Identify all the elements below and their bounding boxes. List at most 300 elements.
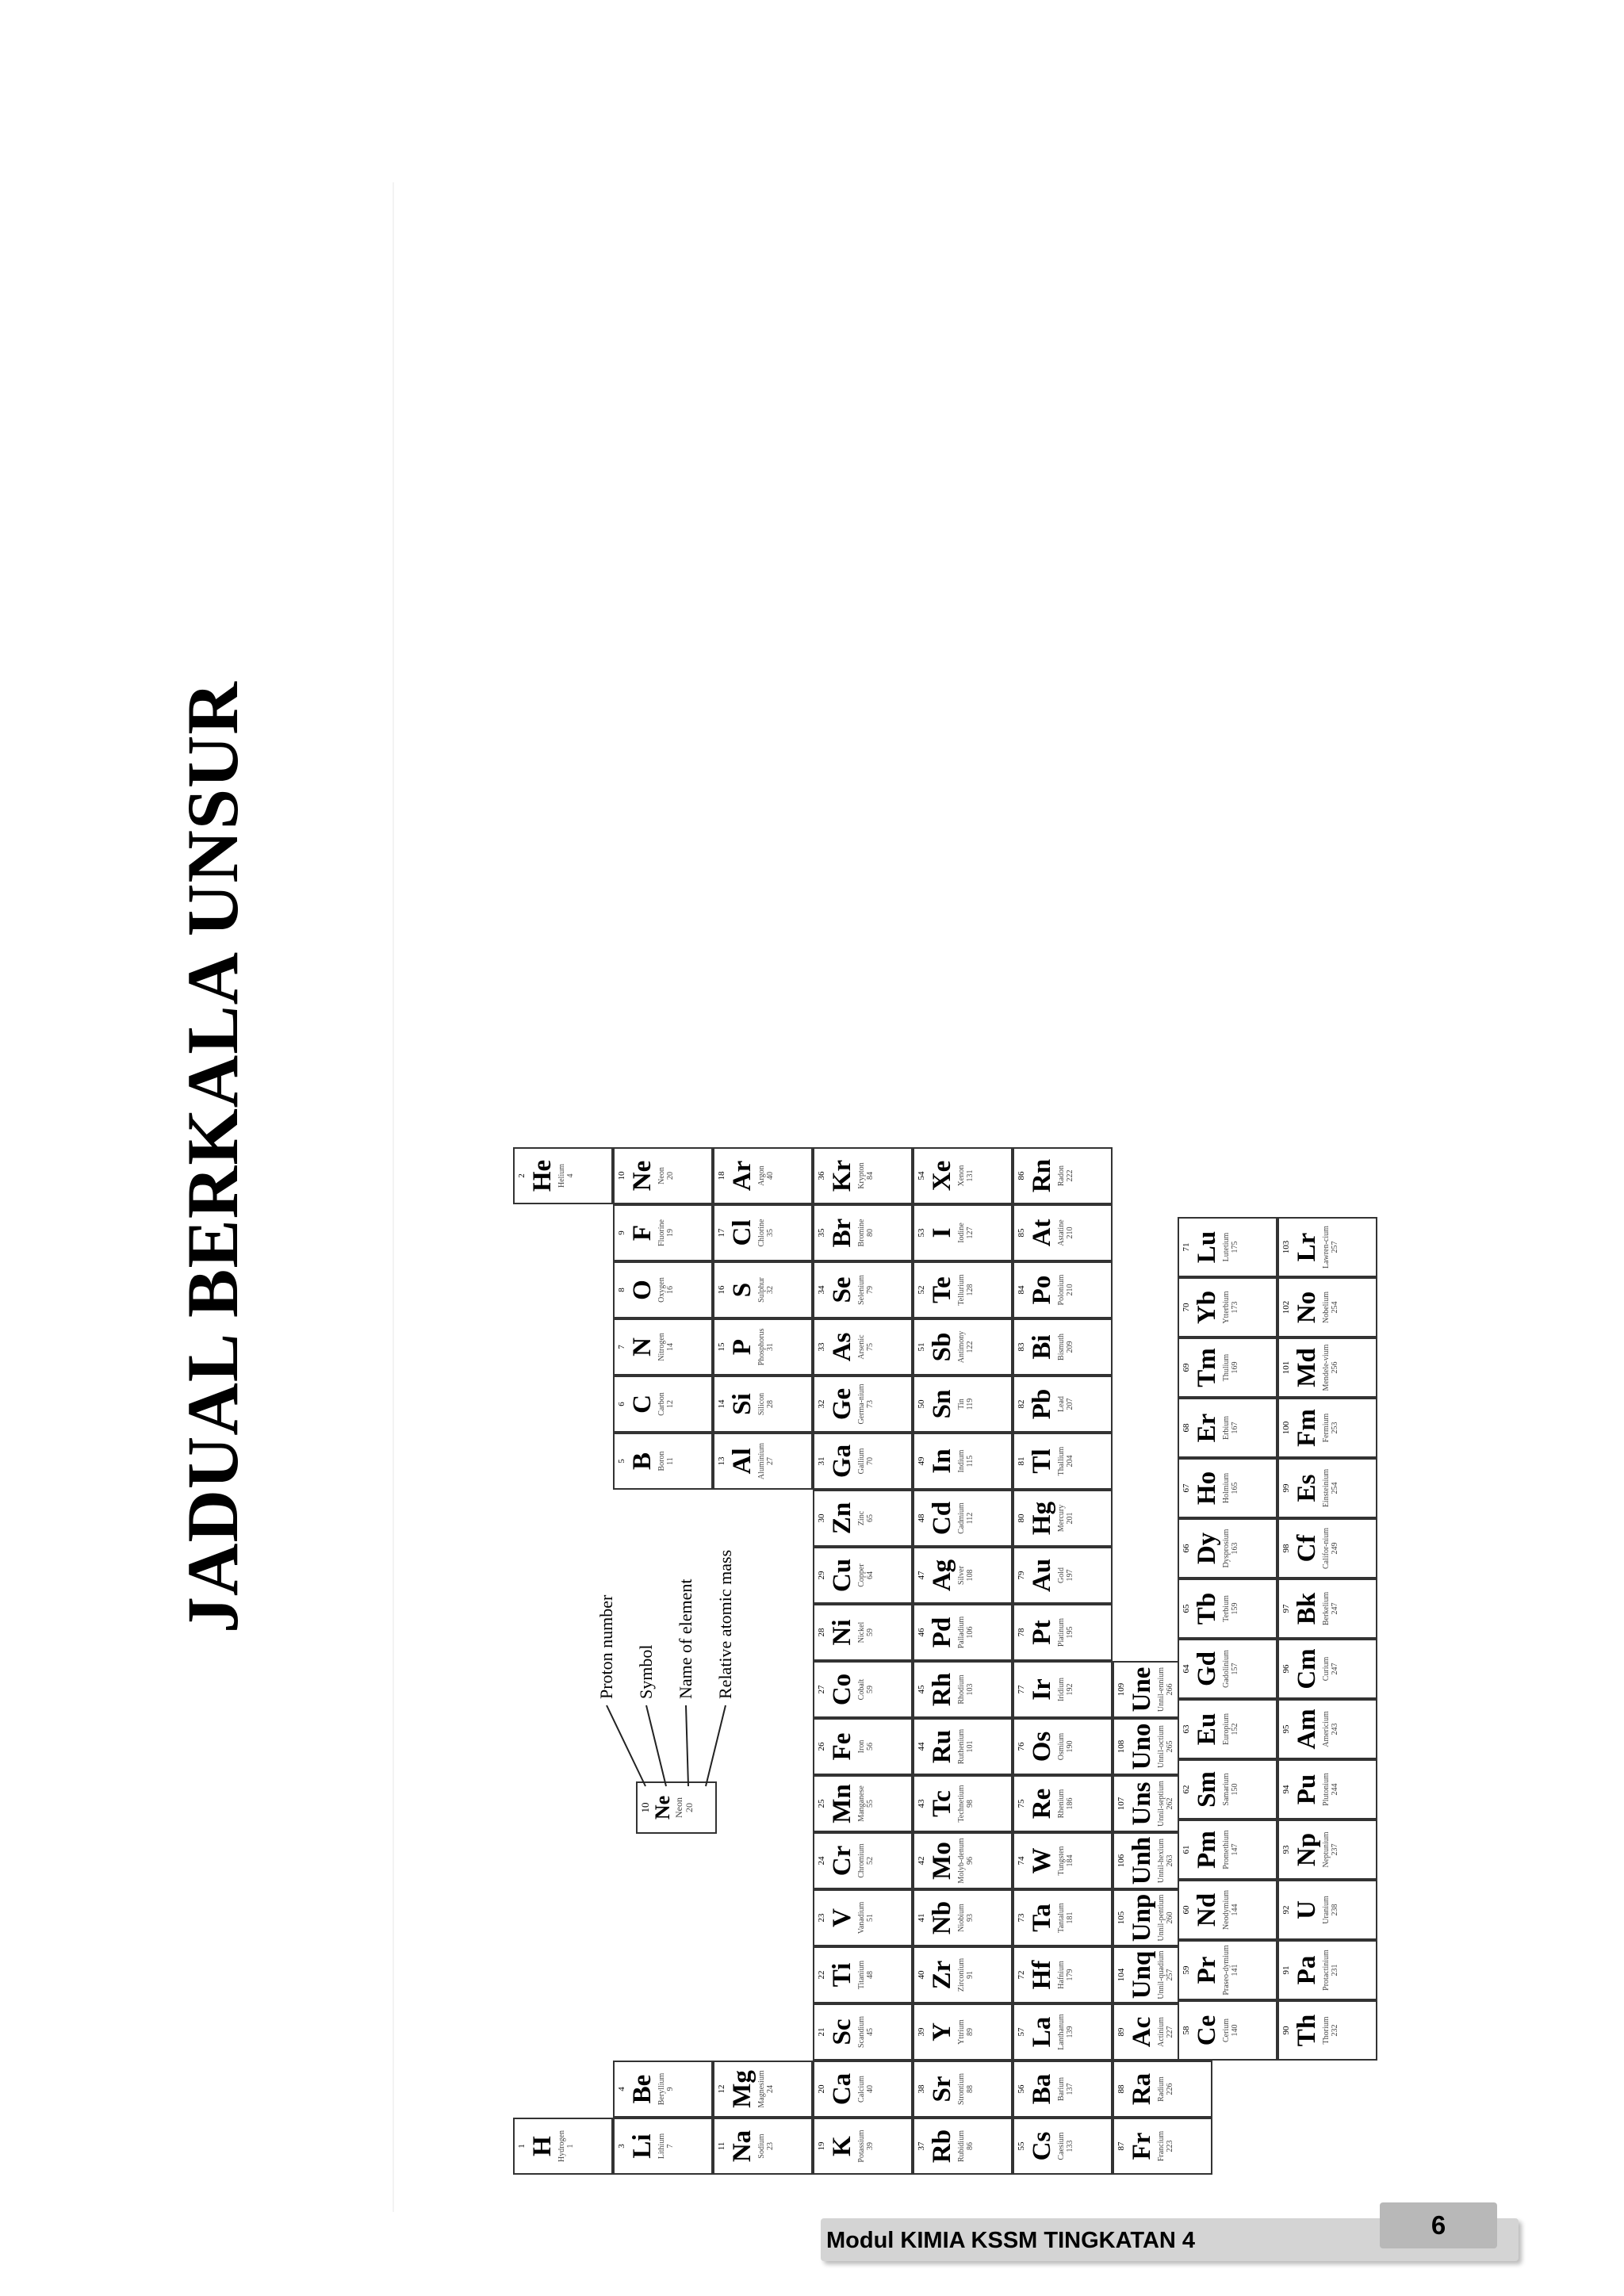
relative-atomic-mass: 103 [966,1683,975,1696]
proton-number: 106 [1116,1854,1126,1868]
proton-number: 15 [717,1342,726,1352]
relative-atomic-mass: 1 [566,2144,575,2149]
relative-atomic-mass: 56 [866,1743,875,1751]
proton-number: 16 [717,1285,726,1295]
symbol: Np [1293,1832,1321,1867]
relative-atomic-mass: 209 [1066,1341,1074,1353]
proton-number: 32 [817,1399,826,1409]
element-name: Cobalt [857,1678,866,1701]
proton-number: 68 [1182,1423,1191,1433]
element-name: Neodymium [1222,1890,1231,1930]
proton-number: 103 [1281,1240,1291,1254]
key-pointer-line [686,1705,688,1786]
relative-atomic-mass: 222 [1066,1169,1074,1182]
symbol: Fe [828,1732,856,1761]
proton-number: 54 [917,1171,926,1181]
proton-number: 25 [817,1799,826,1808]
relative-atomic-mass: 40 [866,2085,875,2093]
symbol: Zr [928,1960,956,1990]
symbol: Pm [1193,1831,1221,1869]
symbol: Re [1028,1788,1056,1820]
element-name: Lutetium [1222,1232,1231,1262]
proton-number: 99 [1281,1483,1291,1493]
symbol: Fr [1128,2132,1156,2160]
proton-number: 55 [1017,2141,1026,2151]
symbol: B [628,1452,657,1471]
relative-atomic-mass: 227 [1166,2026,1174,2038]
symbol: At [1028,1219,1056,1247]
element-name: Rhodium [957,1674,966,1705]
proton-number: 37 [917,2141,926,2151]
relative-atomic-mass: 169 [1231,1361,1239,1374]
element-name: Sulphur [757,1277,766,1303]
proton-number: 29 [817,1571,826,1580]
element-name: Germa-nium [857,1383,866,1425]
proton-number: 10 [617,1171,626,1181]
relative-atomic-mass: 48 [866,1971,875,1979]
relative-atomic-mass: 184 [1066,1854,1074,1867]
relative-atomic-mass: 79 [866,1286,875,1294]
element-name: Einsteinium [1322,1468,1331,1508]
symbol: Unq [1128,1950,1156,1999]
proton-number: 89 [1116,2027,1126,2037]
symbol: Sn [928,1389,956,1419]
element-name: Protactinium [1322,1950,1331,1991]
key-pointer-lines [513,1049,1390,2175]
element-name: Plutonium [1322,1773,1331,1806]
proton-number: 50 [917,1399,926,1409]
relative-atomic-mass: 237 [1331,1843,1339,1856]
symbol: Ne [628,1160,657,1192]
symbol: Bk [1293,1592,1321,1625]
relative-atomic-mass: 139 [1066,2026,1074,2038]
relative-atomic-mass: 179 [1066,1969,1074,1981]
relative-atomic-mass: 257 [1331,1241,1339,1253]
proton-number: 42 [917,1856,926,1866]
proton-number: 100 [1281,1421,1291,1435]
relative-atomic-mass: 101 [966,1740,975,1753]
relative-atomic-mass: 128 [966,1284,975,1296]
proton-number: 57 [1017,2027,1026,2037]
proton-number: 9 [617,1230,626,1235]
symbol: S [728,1282,756,1298]
symbol: U [1293,1900,1321,1919]
symbol: Uns [1128,1781,1156,1826]
relative-atomic-mass: 73 [866,1400,875,1408]
proton-number: 67 [1182,1483,1191,1493]
relative-atomic-mass: 192 [1066,1683,1074,1696]
element-name: Polonium [1057,1274,1066,1306]
relative-atomic-mass: 204 [1066,1455,1074,1468]
proton-number: 108 [1116,1739,1126,1754]
symbol: Te [928,1276,956,1303]
symbol: Ra [1128,2072,1156,2106]
relative-atomic-mass: 175 [1231,1241,1239,1253]
proton-number: 105 [1116,1911,1126,1925]
element-name: Silicon [757,1392,766,1416]
symbol: Cd [928,1501,956,1536]
relative-atomic-mass: 147 [1231,1843,1239,1856]
proton-number: 44 [917,1742,926,1751]
element-name: Terbium [1222,1595,1231,1622]
proton-number: 87 [1116,2141,1126,2151]
element-name: Lanthanum [1057,2014,1066,2050]
element-name: Thallium [1057,1446,1066,1476]
element-name: Indium [957,1449,966,1473]
proton-number: 102 [1281,1300,1291,1314]
relative-atomic-mass: 9 [666,2087,675,2091]
footer-module-title: Modul KIMIA KSSM TINGKATAN 4 [826,2228,1196,2253]
relative-atomic-mass: 223 [1166,2140,1174,2152]
symbol: As [828,1332,856,1362]
symbol: O [628,1280,657,1300]
proton-number: 47 [917,1571,926,1580]
proton-number: 22 [817,1970,826,1980]
proton-number: 8 [617,1288,626,1292]
element-name: Silver [957,1566,966,1585]
proton-number: 26 [817,1742,826,1751]
page-edge-shade [393,182,394,2212]
proton-number: 2 [517,1173,527,1178]
symbol: Ta [1028,1904,1056,1932]
relative-atomic-mass: 115 [966,1455,975,1468]
element-name: Helium [557,1164,566,1188]
proton-number: 30 [817,1513,826,1523]
element-name: Sodium [757,2133,766,2159]
element-name: Unnil-ennium [1157,1667,1166,1712]
relative-atomic-mass: 89 [966,2028,975,2036]
symbol: Fm [1293,1409,1321,1447]
element-name: Manganese [857,1785,866,1822]
element-name: Erbium [1222,1416,1231,1440]
relative-atomic-mass: 197 [1066,1569,1074,1582]
element-name: Nobelium [1322,1292,1331,1323]
symbol: Ge [828,1387,856,1421]
symbol: Dy [1193,1532,1221,1565]
relative-atomic-mass: 163 [1231,1542,1239,1555]
proton-number: 49 [917,1456,926,1466]
element-name: Dysprosium [1222,1529,1231,1568]
proton-number: 27 [817,1685,826,1694]
element-name: Mendele-vium [1322,1344,1331,1391]
symbol: Na [728,2130,756,2163]
proton-number: 17 [717,1228,726,1238]
symbol: Pd [928,1617,956,1648]
proton-number: 74 [1017,1856,1026,1866]
symbol: Es [1293,1474,1321,1502]
symbol: Cr [828,1845,856,1877]
element-name: Astatine [1057,1219,1066,1246]
element-name: Neptunium [1322,1831,1331,1868]
proton-number: 13 [717,1456,726,1466]
relative-atomic-mass: 195 [1066,1626,1074,1639]
proton-number: 11 [717,2141,726,2151]
element-name: Praseo-dymium [1222,1945,1231,1996]
element-name: Cerium [1222,2019,1231,2042]
proton-number: 90 [1281,2026,1291,2035]
proton-number: 75 [1017,1799,1026,1808]
proton-number: 91 [1281,1965,1291,1975]
symbol: Rn [1028,1158,1056,1193]
element-name: Unnil-septium [1157,1781,1166,1827]
symbol: Ni [828,1619,856,1646]
symbol: Se [828,1276,856,1303]
relative-atomic-mass: 75 [866,1343,875,1351]
relative-atomic-mass: 256 [1331,1361,1339,1374]
key-label-relative-atomic-mass: Relative atomic mass [715,1549,735,1699]
element-name: Tellurium [957,1274,966,1306]
proton-number: 78 [1017,1628,1026,1637]
element-name: Chromium [857,1843,866,1878]
relative-atomic-mass: 19 [666,1229,675,1237]
element-name: Xenon [957,1165,966,1187]
element-name: Hafnium [1057,1961,1066,1989]
proton-number: 63 [1182,1724,1191,1734]
relative-atomic-mass: 260 [1166,1911,1174,1924]
symbol: N [628,1337,657,1357]
symbol: Ir [1028,1678,1056,1701]
element-name: Unnil-hexium [1157,1838,1166,1884]
symbol: Co [828,1673,856,1706]
relative-atomic-mass: 266 [1166,1683,1174,1696]
symbol: Sm [1193,1771,1221,1808]
relative-atomic-mass: 265 [1166,1740,1174,1753]
relative-atomic-mass: 157 [1231,1663,1239,1675]
relative-atomic-mass: 167 [1231,1422,1239,1434]
relative-atomic-mass: 226 [1166,2083,1174,2095]
symbol: Uno [1128,1723,1156,1770]
element-name: Thorium [1322,2016,1331,2045]
relative-atomic-mass: 137 [1066,2083,1074,2095]
symbol: Au [1028,1558,1056,1593]
relative-atomic-mass: 11 [666,1457,675,1465]
relative-atomic-mass: 181 [1066,1911,1074,1924]
relative-atomic-mass: 55 [866,1800,875,1808]
symbol: Br [828,1218,856,1248]
symbol: Ag [928,1559,956,1592]
proton-number: 7 [617,1345,626,1349]
relative-atomic-mass: 127 [966,1226,975,1239]
relative-atomic-mass: 59 [866,1686,875,1693]
key-label-symbol: Symbol [636,1644,656,1699]
proton-number: 46 [917,1628,926,1637]
relative-atomic-mass: 4 [566,1173,575,1178]
element-name: Tungsten [1057,1846,1066,1876]
symbol: Pb [1028,1388,1056,1420]
symbol: Ti [828,1962,856,1988]
relative-atomic-mass: 262 [1166,1797,1174,1810]
relative-atomic-mass: 243 [1331,1723,1339,1735]
proton-number: 73 [1017,1913,1026,1923]
symbol: Hf [1028,1960,1056,1990]
symbol: Mo [928,1842,956,1880]
element-name: Nickel [857,1621,866,1644]
relative-atomic-mass: 86 [966,2142,975,2150]
symbol: Tm [1193,1348,1221,1387]
key-label-name-of-element: Name of element [676,1578,695,1699]
symbol: Cs [1028,2131,1056,2161]
symbol: Rh [928,1672,956,1707]
proton-number: 4 [617,2087,626,2091]
relative-atomic-mass: 65 [866,1514,875,1522]
relative-atomic-mass: 254 [1331,1482,1339,1494]
element-name: Iron [857,1739,866,1754]
proton-number: 33 [817,1342,826,1352]
symbol: Xe [928,1160,956,1192]
proton-number: 59 [1182,1965,1191,1975]
relative-atomic-mass: 39 [866,2142,875,2150]
element-name: Zirconium [957,1957,966,1992]
element-name: Barium [1057,2077,1066,2101]
relative-atomic-mass: 253 [1331,1422,1339,1434]
symbol: Ar [728,1160,756,1192]
proton-number: 82 [1017,1399,1026,1409]
relative-atomic-mass: 35 [766,1229,775,1237]
proton-number: 36 [817,1171,826,1181]
proton-number: 53 [917,1228,926,1238]
element-name: Selenium [857,1275,866,1305]
symbol: Pu [1293,1774,1321,1805]
symbol: Kr [828,1159,856,1192]
proton-number: 71 [1182,1242,1191,1252]
element-name: Phosphorus [757,1328,766,1366]
symbol: Cf [1293,1534,1321,1563]
symbol: W [1028,1847,1056,1874]
symbol: Hg [1028,1501,1056,1536]
proton-number: 85 [1017,1228,1026,1238]
element-name: Lead [1057,1396,1066,1412]
key-element-name: Neon [673,1797,684,1818]
element-name: Rubidium [957,2130,966,2163]
relative-atomic-mass: 31 [766,1343,775,1351]
element-name: Argon [757,1165,766,1186]
relative-atomic-mass: 244 [1331,1783,1339,1796]
relative-atomic-mass: 20 [666,1172,675,1180]
proton-number: 69 [1182,1363,1191,1372]
proton-number: 34 [817,1285,826,1295]
proton-number: 41 [917,1913,926,1923]
element-name: Gallium [857,1448,866,1475]
relative-atomic-mass: 186 [1066,1797,1074,1810]
relative-atomic-mass: 88 [966,2085,975,2093]
page-title: JADUAL BERKALA UNSUR [172,681,253,1633]
relative-atomic-mass: 238 [1331,1904,1339,1916]
element-name: Fermium [1322,1413,1331,1443]
proton-number: 107 [1116,1797,1126,1811]
symbol: Be [628,2074,657,2104]
proton-number: 98 [1281,1544,1291,1553]
relative-atomic-mass: 24 [766,2085,775,2093]
relative-atomic-mass: 112 [966,1512,975,1525]
symbol: Si [728,1393,756,1415]
relative-atomic-mass: 80 [866,1229,875,1237]
symbol: Ru [928,1729,956,1764]
relative-atomic-mass: 28 [766,1400,775,1408]
symbol: No [1293,1291,1321,1324]
key-pointer-line [646,1705,666,1786]
proton-number: 64 [1182,1664,1191,1674]
symbol: Yb [1193,1290,1221,1325]
symbol: Ca [828,2072,856,2106]
proton-number: 79 [1017,1571,1026,1580]
element-name: Copper [857,1563,866,1587]
proton-number: 56 [1017,2084,1026,2094]
element-name: Radon [1057,1165,1066,1187]
element-name: Zinc [857,1510,866,1526]
element-name: Thulium [1222,1353,1231,1382]
element-name: Arsenic [857,1334,866,1360]
symbol: Ce [1193,2015,1221,2046]
element-name: Niobium [957,1904,966,1932]
relative-atomic-mass: 23 [766,2142,775,2150]
proton-number: 66 [1182,1544,1191,1553]
relative-atomic-mass: 254 [1331,1301,1339,1314]
proton-number: 109 [1116,1682,1126,1697]
proton-number: 40 [917,1970,926,1980]
proton-number: 21 [817,2027,826,2037]
symbol: Pr [1193,1956,1221,1984]
proton-number: 83 [1017,1342,1026,1352]
proton-number: 84 [1017,1285,1026,1295]
relative-atomic-mass: 59 [866,1628,875,1636]
relative-atomic-mass: 263 [1166,1854,1174,1867]
symbol: F [628,1224,657,1242]
proton-number: 5 [617,1459,626,1464]
symbol: Y [928,2022,956,2042]
relative-atomic-mass: 144 [1231,1904,1239,1916]
relative-atomic-mass: 140 [1231,2024,1239,2037]
key-relative-mass: 20 [684,1803,695,1812]
proton-number: 88 [1116,2084,1126,2094]
proton-number: 39 [917,2027,926,2037]
periodic-table [513,1049,1390,2175]
page-number: 6 [1380,2202,1497,2248]
relative-atomic-mass: 93 [966,1914,975,1922]
symbol: Nb [928,1900,956,1935]
relative-atomic-mass: 12 [666,1400,675,1408]
element-name: Molyb-denum [957,1838,966,1884]
relative-atomic-mass: 14 [666,1343,675,1351]
proton-number: 52 [917,1285,926,1295]
proton-number: 104 [1116,1968,1126,1982]
element-name: Europium [1222,1713,1231,1745]
relative-atomic-mass: 257 [1166,1969,1174,1981]
element-name: Fluorine [657,1219,666,1246]
relative-atomic-mass: 159 [1231,1602,1239,1615]
relative-atomic-mass: 141 [1231,1964,1239,1976]
proton-number: 62 [1182,1785,1191,1794]
element-name: Calcium [857,2076,866,2103]
proton-number: 43 [917,1799,926,1808]
symbol: Mg [728,2070,756,2108]
element-name: Nitrogen [657,1333,666,1361]
element-name: Radium [1157,2076,1166,2102]
symbol: Sr [928,2076,956,2103]
proton-number: 45 [917,1685,926,1694]
symbol: Er [1193,1413,1221,1443]
relative-atomic-mass: 96 [966,1857,975,1865]
relative-atomic-mass: 150 [1231,1783,1239,1796]
proton-number: 101 [1281,1360,1291,1375]
symbol: Ho [1193,1471,1221,1506]
element-name: Ytterbium [1222,1291,1231,1324]
symbol: Sc [828,2019,856,2045]
symbol: Cu [828,1558,856,1593]
proton-number: 28 [817,1628,826,1637]
element-name: Oxygen [657,1277,666,1303]
symbol: Gd [1193,1651,1221,1687]
relative-atomic-mass: 119 [966,1398,975,1410]
